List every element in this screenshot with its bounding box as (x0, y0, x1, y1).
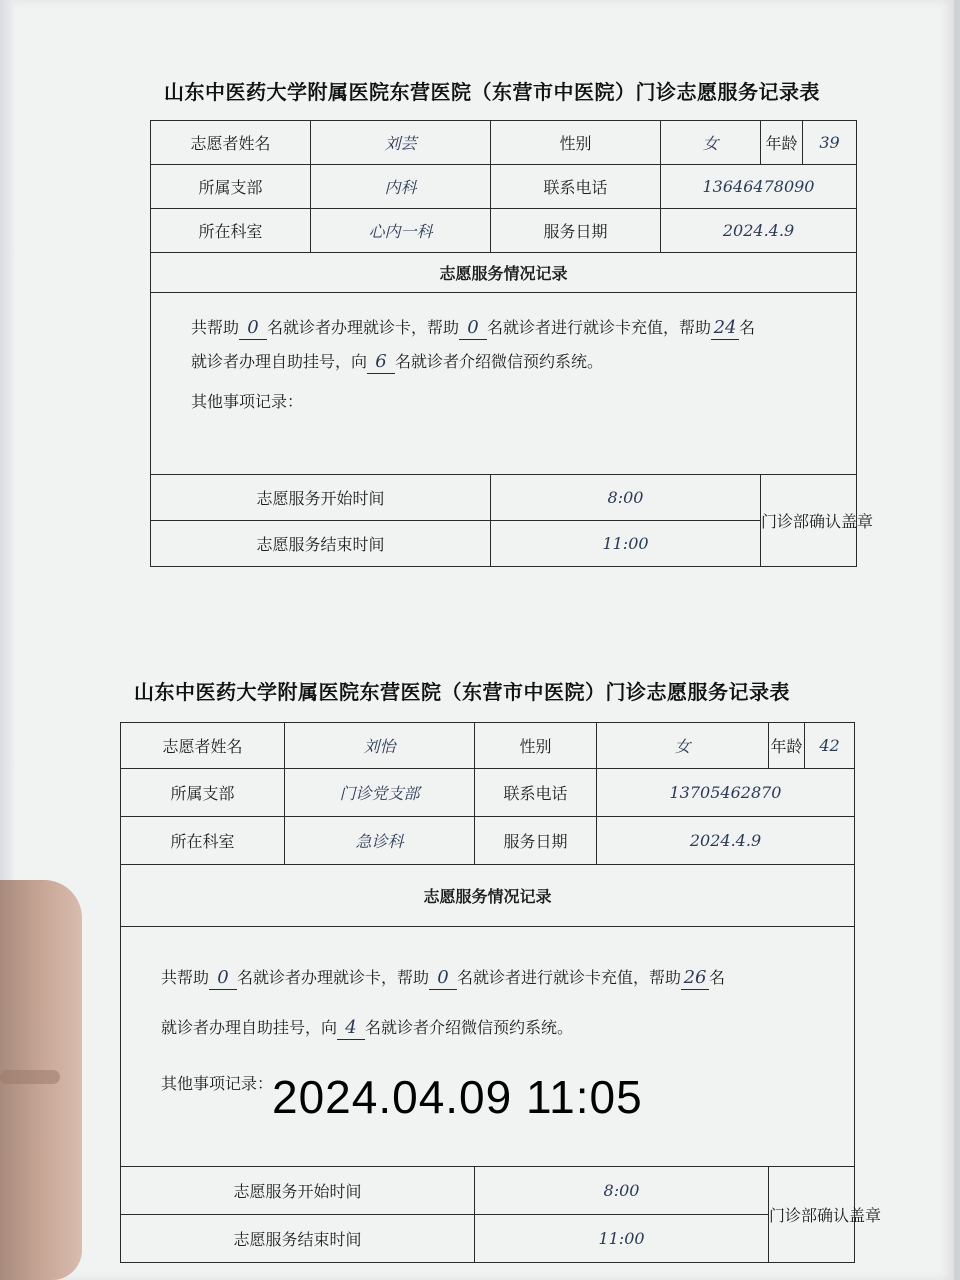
form-2-gender-label: 性别 (475, 723, 597, 769)
form-2-name-label: 志愿者姓名 (121, 723, 285, 769)
form-2-stamp-label: 门诊部确认盖章 (769, 1167, 855, 1263)
form-1-card-count: 0 (247, 317, 259, 338)
form-2-register-count: 26 (683, 967, 707, 988)
form-2-branch-value: 门诊党支部 (285, 769, 475, 817)
form-1-record-line-2: 就诊者办理自助挂号，向 6 名就诊者介绍微信预约系统。 (191, 351, 604, 372)
form-2-phone-value: 13705462870 (597, 769, 855, 817)
form-1-recharge-count: 0 (467, 317, 479, 338)
form-1-record-body (151, 293, 857, 475)
form-1-age-value: 39 (803, 121, 857, 165)
form-2-recharge-count: 0 (437, 967, 449, 988)
form-2-service-date-label: 服务日期 (475, 817, 597, 865)
form-1-start-time-label: 志愿服务开始时间 (151, 475, 491, 521)
form-1-service-date-value: 2024.4.9 (661, 209, 857, 253)
form-2-record-line-2: 就诊者办理自助挂号，向 4 名就诊者介绍微信预约系统。 (161, 1017, 574, 1038)
form-1-end-time-value: 11:00 (491, 521, 761, 567)
form-1-gender-label: 性别 (491, 121, 661, 165)
form-1-table (150, 120, 874, 567)
form-2-wechat-count: 4 (345, 1017, 357, 1038)
form-2-title: 山东中医药大学附属医院东营医院（东营市中医院）门诊志愿服务记录表 (134, 680, 790, 704)
form-1-wechat-count: 6 (375, 351, 387, 372)
form-2-section-heading: 志愿服务情况记录 (121, 865, 855, 927)
form-2-gender-value: 女 (597, 723, 769, 769)
form-2-start-time-label: 志愿服务开始时间 (121, 1167, 475, 1215)
form-1-branch-value: 内科 (311, 165, 491, 209)
form-1-phone-label: 联系电话 (491, 165, 661, 209)
form-1-phone-value: 13646478090 (661, 165, 857, 209)
form-1-other-records: 其他事项记录： (191, 392, 304, 411)
photo-timestamp: 2024.04.09 11:05 (272, 1071, 643, 1123)
form-1-register-count: 24 (713, 317, 737, 338)
form-1-branch-label: 所属支部 (151, 165, 311, 209)
form-2-record-line-1: 共帮助 0 名就诊者办理就诊卡，帮助 0 名就诊者进行就诊卡充值，帮助 26 名 (161, 967, 726, 988)
form-2-service-date-value: 2024.4.9 (597, 817, 855, 865)
form-2-department-label: 所在科室 (121, 817, 285, 865)
form-1-record-line-1: 共帮助 0 名就诊者办理就诊卡，帮助 0 名就诊者进行就诊卡充值，帮助 24 名 (191, 317, 756, 338)
form-1-name-label: 志愿者姓名 (151, 121, 311, 165)
form-2-name-value: 刘怡 (285, 723, 475, 769)
form-1-stamp-label: 门诊部确认盖章 (761, 475, 857, 567)
form-1-start-time-value: 8:00 (491, 475, 761, 521)
form-2-department-value: 急诊科 (285, 817, 475, 865)
form-2-branch-label: 所属支部 (121, 769, 285, 817)
form-1-department-value: 心内一科 (311, 209, 491, 253)
form-1-end-time-label: 志愿服务结束时间 (151, 521, 491, 567)
form-2-end-time-label: 志愿服务结束时间 (121, 1215, 475, 1263)
form-2-phone-label: 联系电话 (475, 769, 597, 817)
form-2-end-time-value: 11:00 (475, 1215, 769, 1263)
form-2-other-records: 其他事项记录： (161, 1074, 274, 1093)
form-1-title: 山东中医药大学附属医院东营医院（东营市中医院）门诊志愿服务记录表 (164, 80, 820, 104)
form-1-age-label: 年龄 (761, 121, 803, 165)
form-1-gender-value: 女 (661, 121, 761, 165)
form-1-name-value: 刘芸 (311, 121, 491, 165)
form-2-age-label: 年龄 (769, 723, 805, 769)
form-1-department-label: 所在科室 (151, 209, 311, 253)
form-1-section-heading: 志愿服务情况记录 (151, 253, 857, 293)
form-2-card-count: 0 (217, 967, 229, 988)
form-2-table (120, 722, 882, 1263)
form-1-service-date-label: 服务日期 (491, 209, 661, 253)
form-2-record-body (121, 927, 855, 1167)
form-2-start-time-value: 8:00 (475, 1167, 769, 1215)
thumb-knuckle (0, 1070, 60, 1084)
form-2-age-value: 42 (805, 723, 855, 769)
